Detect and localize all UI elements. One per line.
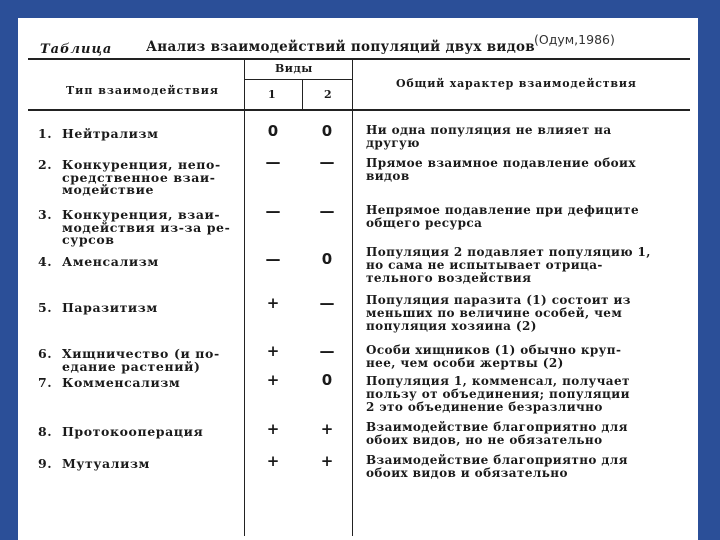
species-1-effect: + — [266, 452, 280, 470]
row-description: Особи хищников (1) обычно круп- нее, чем особи жертвы (2) — [366, 343, 622, 370]
row-description: Взаимодействие благоприятно для обоих видов, но не обязательно — [366, 420, 628, 447]
table-row-type: 1. Нейтрализм — [38, 126, 159, 141]
table-row-type: 5. Паразитизм — [38, 300, 158, 315]
species-2-effect: + — [320, 420, 334, 438]
species-1-effect: 0 — [267, 122, 279, 140]
table-row-type: 3. Конкуренция, взаи- модействия из-за ре- сурсов — [38, 207, 231, 247]
row-description: Популяция 1, комменсал, получает пользу от объединения; популяции 2 это объединение безразлично — [366, 374, 630, 414]
row-description: Непрямое подавление при дефиците общего ресурса — [366, 203, 639, 230]
table-row-type: 4. Аменсализм — [38, 254, 159, 269]
species-2-effect: — — [319, 202, 335, 220]
header-bottom-rule — [28, 109, 690, 111]
row-description: Популяция паразита (1) состоит из меньших по величине особей, чем популяция хозяина (2) — [366, 293, 631, 333]
species-2-effect: 0 — [321, 250, 333, 268]
row-description: Прямое взаимное подавление обоих видов — [366, 156, 636, 183]
species-2-effect: — — [319, 294, 335, 312]
row-description: Ни одна популяция не влияет на другую — [366, 123, 612, 150]
species-1-effect: + — [266, 294, 280, 312]
row-description: Популяция 2 подавляет популяцию 1, но сама не испытывает отрица- тельного воздействия — [366, 245, 651, 285]
column-divider-species — [302, 80, 303, 110]
species-1-effect: — — [265, 250, 281, 268]
species-2-effect: — — [319, 153, 335, 171]
species-2-effect: — — [319, 342, 335, 360]
table-row-type: 6. Хищничество (и по- едание растений) — [38, 346, 220, 374]
species-1-effect: + — [266, 342, 280, 360]
column-divider-left — [244, 60, 245, 536]
species-1-effect: + — [266, 371, 280, 389]
table-row-type: 2. Конкуренция, непо- средственное взаи- модействие — [38, 157, 221, 197]
header-species: Виды — [275, 62, 313, 75]
table-row-type: 9. Мутуализм — [38, 456, 151, 471]
table-title: Анализ взаимодействий популяций двух видов — [146, 39, 535, 55]
table-row-type: 8. Протокооперация — [38, 424, 204, 439]
species-1-effect: — — [265, 153, 281, 171]
header-top-rule — [28, 58, 690, 60]
header-species-1: 1 — [268, 88, 276, 101]
table-row-type: 7. Комменсализм — [38, 375, 181, 390]
species-1-effect: + — [266, 420, 280, 438]
header-type: Тип взаимодействия — [66, 84, 219, 97]
header-species-2: 2 — [324, 88, 332, 101]
citation: (Одум,1986) — [534, 32, 615, 47]
table-sheet — [18, 18, 698, 540]
species-2-effect: 0 — [321, 371, 333, 389]
row-description: Взаимодействие благоприятно для обоих видов и обязательно — [366, 453, 628, 480]
species-1-effect: — — [265, 202, 281, 220]
species-2-effect: 0 — [321, 122, 333, 140]
header-general: Общий характер взаимодействия — [396, 77, 637, 90]
species-sub-rule — [244, 79, 352, 80]
column-divider-right — [352, 60, 353, 536]
species-2-effect: + — [320, 452, 334, 470]
table-label: Таблица — [40, 42, 113, 57]
